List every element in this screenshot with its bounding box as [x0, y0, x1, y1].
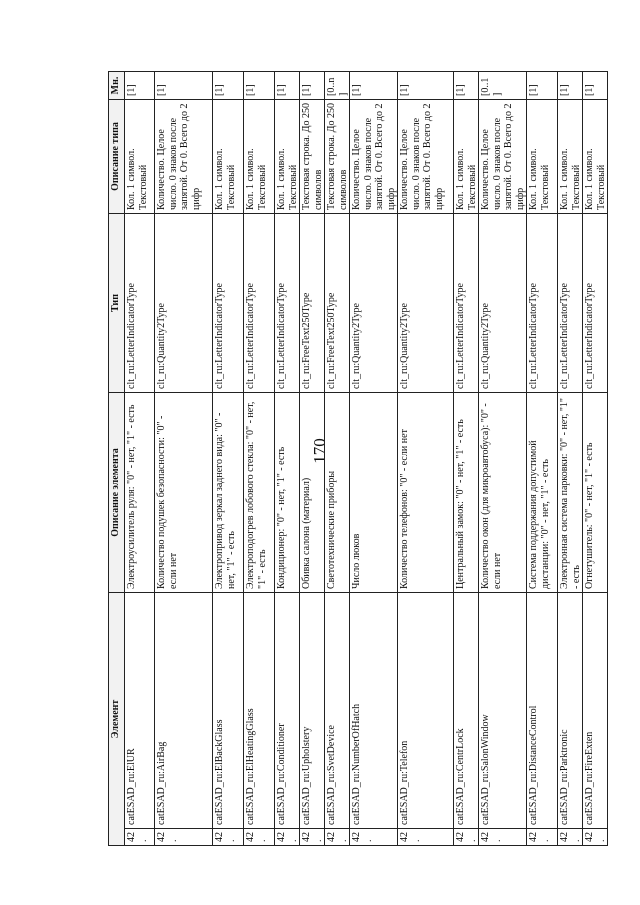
header-element: Элемент	[109, 593, 125, 846]
header-type: Тип	[109, 214, 125, 393]
type-description: Кол. 1 символ. Текстовый	[558, 100, 583, 214]
element-type: clt_ru:LetterIndicatorType	[583, 214, 608, 393]
table-row	[527, 72, 558, 846]
element-type: clt_ru:FreeText250Type	[325, 214, 350, 393]
type-description: Количество. Целое число. 0 знаков после запятой. От 0. Всего до 2 цифр	[155, 100, 213, 214]
multiplicity: [1]	[275, 72, 300, 100]
header-type-desc: Описание типа	[109, 100, 125, 214]
element-type: clt_ru:LetterIndicatorType	[558, 214, 583, 393]
element-type: clt_ru:Quantity2Type	[155, 214, 213, 393]
element-description: Электроусилитель руля: "0" - нет, "1" - есть	[125, 393, 155, 593]
rotated-table-container	[108, 72, 607, 846]
row-number: 42.	[275, 829, 300, 846]
row-number: 42.	[583, 829, 608, 846]
multiplicity: [1]	[300, 72, 325, 100]
type-description: Кол. 1 символ. Текстовый	[454, 100, 479, 214]
element-description: Число люков	[350, 393, 398, 593]
row-number: 42.	[325, 829, 350, 846]
table-row	[155, 72, 213, 846]
element-name: catESAD_ru:Upholstery	[300, 593, 325, 829]
type-description: Кол. 1 символ. Текстовый	[213, 100, 244, 214]
row-number: 42.	[350, 829, 398, 846]
element-name: catESAD_ru:AirBag	[155, 593, 213, 829]
element-description: Система поддержания допустимой дистанции: "0" - нет, "1" - есть	[527, 393, 558, 593]
type-description: Кол. 1 символ. Текстовый	[527, 100, 558, 214]
multiplicity: [1]	[213, 72, 244, 100]
multiplicity: [1]	[558, 72, 583, 100]
table-row	[244, 72, 275, 846]
element-type: clt_ru:Quantity2Type	[479, 214, 527, 393]
element-description: Количество телефонов: "0" - если нет	[398, 393, 454, 593]
element-name: catESAD_ru:ElUR	[125, 593, 155, 829]
table-row	[454, 72, 479, 846]
table-row	[213, 72, 244, 846]
element-type: clt_ru:LetterIndicatorType	[454, 214, 479, 393]
multiplicity: [1]	[125, 72, 155, 100]
type-description: Количество. Целое число. 0 знаков после запятой. От 0. Всего до 2 цифр	[398, 100, 454, 214]
multiplicity: [1]	[527, 72, 558, 100]
element-type: clt_ru:LetterIndicatorType	[213, 214, 244, 393]
element-name: catESAD_ru:FireExten	[583, 593, 608, 829]
page-number: 170	[310, 438, 329, 464]
element-description: Обивка салона (материал)	[300, 393, 325, 593]
element-name: catESAD_ru:SvetDevice	[325, 593, 350, 829]
element-description: Электронная система парковки: "0" - нет, "1" - есть	[558, 393, 583, 593]
multiplicity: [1]	[583, 72, 608, 100]
element-description: Количество окон (для микроавтобуса): "0" - если нет	[479, 393, 527, 593]
multiplicity: [0..n]	[325, 72, 350, 100]
type-description: Количество. Целое число. 0 знаков после запятой. От 0. Всего до 2 цифр	[479, 100, 527, 214]
table-row	[398, 72, 454, 846]
multiplicity: [1]	[454, 72, 479, 100]
element-type: clt_ru:LetterIndicatorType	[527, 214, 558, 393]
row-number: 42.	[300, 829, 325, 846]
type-description: Текстовая строка. До 250 символов	[325, 100, 350, 214]
row-number: 42.	[558, 829, 583, 846]
element-name: catESAD_ru:Parktronic	[558, 593, 583, 829]
table-row	[583, 72, 608, 846]
table-row	[300, 72, 325, 846]
element-type: clt_ru:FreeText250Type	[300, 214, 325, 393]
element-description: Светотехнические приборы	[325, 393, 350, 593]
row-number: 42.	[479, 829, 527, 846]
type-description: Кол. 1 символ. Текстовый	[275, 100, 300, 214]
multiplicity: [1]	[350, 72, 398, 100]
type-description: Кол. 1 символ. Текстовый	[583, 100, 608, 214]
table-body	[125, 72, 608, 846]
multiplicity: [0..1]	[479, 72, 527, 100]
element-type: clt_ru:LetterIndicatorType	[244, 214, 275, 393]
element-name: catESAD_ru:ElBackGlass	[213, 593, 244, 829]
row-number: 42.	[398, 829, 454, 846]
element-description: Огнетушитель: "0" - нет, "1" - есть	[583, 393, 608, 593]
element-name: catESAD_ru:NumberOfHatch	[350, 593, 398, 829]
table-row	[275, 72, 300, 846]
element-description: Количество подушек безопасности: "0" - если нет	[155, 393, 213, 593]
element-type: clt_ru:LetterIndicatorType	[125, 214, 155, 393]
row-number: 42.	[155, 829, 213, 846]
multiplicity: [1]	[398, 72, 454, 100]
element-description: Кондиционер: "0" - нет, "1" - есть	[275, 393, 300, 593]
element-description: Электроподогрев лобового стекла: "0" - нет, "1" - есть	[244, 393, 275, 593]
element-name: catESAD_ru:Telefon	[398, 593, 454, 829]
header-element-desc: Описание элемента	[109, 393, 125, 593]
element-type: clt_ru:Quantity2Type	[350, 214, 398, 393]
multiplicity: [1]	[155, 72, 213, 100]
element-name: catESAD_ru:Conditioner	[275, 593, 300, 829]
table-row	[479, 72, 527, 846]
type-description: Кол. 1 символ. Текстовый	[125, 100, 155, 214]
type-description: Текстовая строка. До 250 символов	[300, 100, 325, 214]
row-number: 42.	[213, 829, 244, 846]
table-row	[558, 72, 583, 846]
header-multiplicity: Мн.	[109, 72, 125, 100]
row-number: 42.	[244, 829, 275, 846]
element-name: catESAD_ru:ElHeatingGlass	[244, 593, 275, 829]
multiplicity: [1]	[244, 72, 275, 100]
table-row	[350, 72, 398, 846]
element-spec-table	[108, 71, 608, 846]
table-header-row	[109, 72, 125, 846]
row-number: 42.	[454, 829, 479, 846]
element-type: clt_ru:LetterIndicatorType	[275, 214, 300, 393]
row-number: 42.	[125, 829, 155, 846]
type-description: Количество. Целое число. 0 знаков после запятой. От 0. Всего до 2 цифр	[350, 100, 398, 214]
element-name: catESAD_ru:DistanceControl	[527, 593, 558, 829]
element-name: catESAD_ru:SalonWindow	[479, 593, 527, 829]
table-frame	[108, 72, 607, 846]
row-number: 42.	[527, 829, 558, 846]
element-description: Электропривод зеркал заднего вида: "0" - нет, "1" - есть	[213, 393, 244, 593]
element-name: catESAD_ru:CentrLock	[454, 593, 479, 829]
type-description: Кол. 1 символ. Текстовый	[244, 100, 275, 214]
table-row	[325, 72, 350, 846]
element-description: Центральный замок: "0" - нет, "1" - есть	[454, 393, 479, 593]
element-type: clt_ru:Quantity2Type	[398, 214, 454, 393]
table-row	[125, 72, 155, 846]
